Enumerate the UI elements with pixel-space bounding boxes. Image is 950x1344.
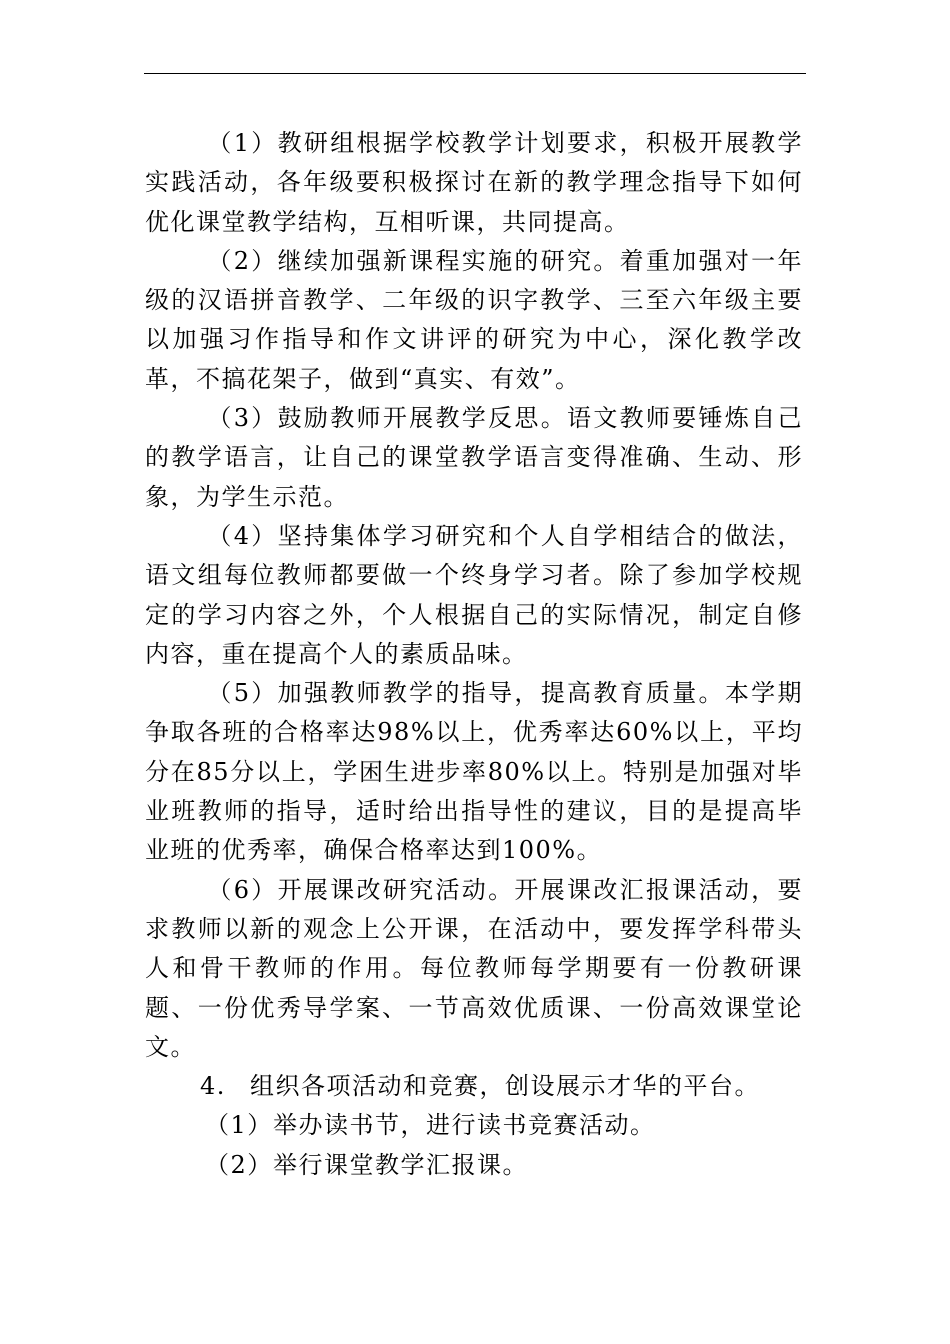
- paragraph-6: （6）开展课改研究活动。开展课改汇报课活动，要求教师以新的观念上公开课，在活动中，要发挥学科带头人和骨干教师的作用。每位教师每学期要有一份教研课题、一份优秀导学案、一节高效优质课、一份高效课堂论文。: [145, 875, 803, 1061]
- list-item: [145, 1106, 803, 1145]
- paragraph-5: （5）加强教师教学的指导，提高教育质量。本学期争取各班的合格率达98%以上，优秀率达60%以上，平均分在85分以上，学困生进步率80%以上。特别是加强对毕业班教师的指导，适时给出指导性的建议，目的是提高毕业班的优秀率，确保合格率达到100%。: [145, 679, 803, 865]
- list-item-text: 举行课堂教学汇报课。: [273, 1150, 528, 1179]
- list-item: [145, 1146, 803, 1185]
- section-4-heading: [145, 1067, 803, 1106]
- paragraph-2: （2）继续加强新课程实施的研究。着重加强对一年级的汉语拼音教学、二年级的识字教学、三至六年级主要以加强习作指导和作文讲评的研究为中心，深化教学改革，不搞花架子，做到“真实、有效”。: [145, 246, 803, 393]
- section-4-number: 4.: [200, 1072, 226, 1101]
- paragraph-3: （3）鼓励教师开展教学反思。语文教师要锤炼自己的教学语言，让自己的课堂教学语言变得准确、生动、形象，为学生示范。: [145, 404, 803, 511]
- section-4-title: 组织各项活动和竞赛，创设展示才华的平台。: [250, 1072, 760, 1101]
- paragraph-1: （1）教研组根据学校教学计划要求，积极开展教学实践活动，各年级要积极探讨在新的教学理念指导下如何优化课堂教学结构，互相听课，共同提高。: [145, 129, 803, 236]
- list-item-marker: （1）: [205, 1111, 273, 1140]
- header-rule: [144, 73, 806, 74]
- paragraph-4: （4）坚持集体学习研究和个人自学相结合的做法，语文组每位教师都要做一个终身学习者。除了参加学校规定的学习内容之外，个人根据自己的实际情况，制定自修内容，重在提高个人的素质品味。: [145, 521, 803, 668]
- document-body: [145, 124, 803, 1185]
- list-item-text: 举办读书节，进行读书竞赛活动。: [273, 1111, 656, 1140]
- list-item-marker: （2）: [205, 1150, 273, 1179]
